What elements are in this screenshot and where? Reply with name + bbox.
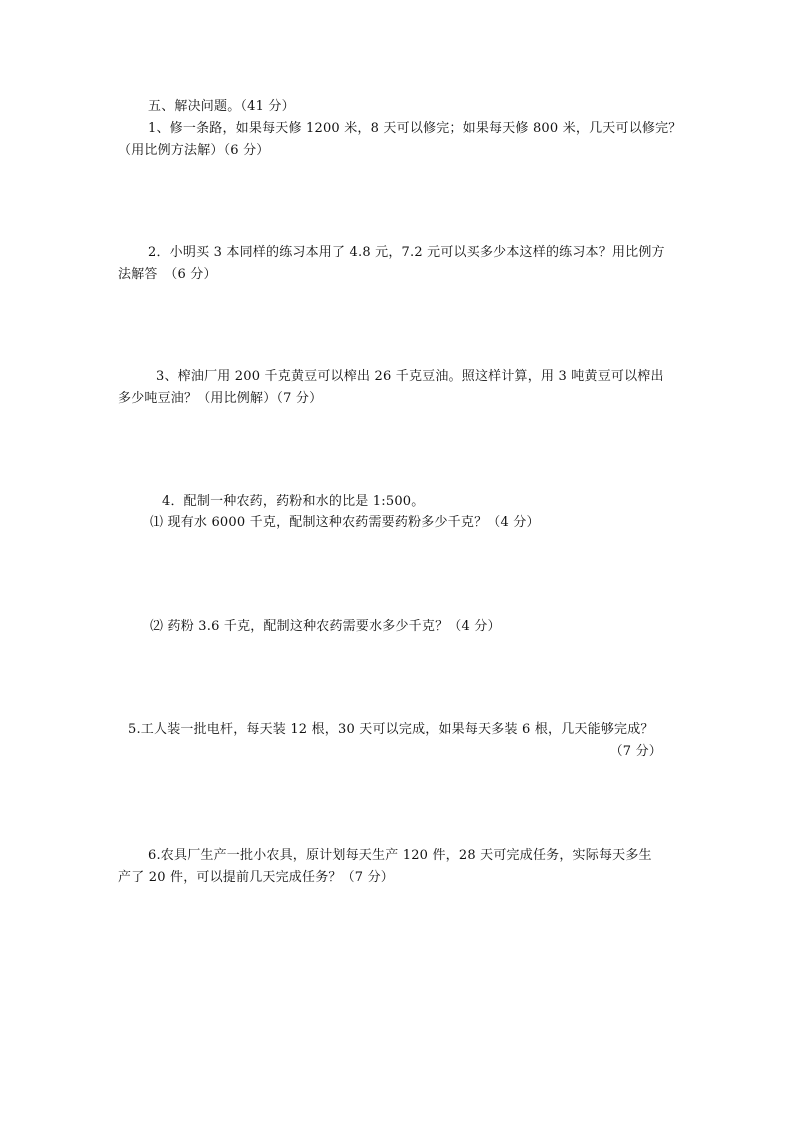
question-2-line-2: 法解答 （6 分） — [118, 267, 217, 282]
question-4-intro: 4．配制一种农药，药粉和水的比是 1:500。 — [162, 494, 425, 509]
question-2-line-1: 2．小明买 3 本同样的练习本用了 4.8 元，7.2 元可以买多少本这样的练习本？用比例方 — [148, 245, 665, 260]
question-5-line-2: （7 分） — [609, 744, 662, 759]
question-5-line-1: 5.工人装一批电杆，每天装 12 根，30 天可以完成，如果每天多装 6 根，几天能够完成？ — [128, 722, 654, 737]
question-3-line-2: 多少吨豆油？（用比例解）（7 分） — [118, 391, 323, 406]
section-title: 五、解决问题。（41 分） — [148, 99, 295, 114]
question-4-sub-2: ⑵ 药粉 3.6 千克，配制这种农药需要水多少千克？（4 分） — [150, 619, 501, 634]
question-4-sub-1: ⑴ 现有水 6000 千克，配制这种农药需要药粉多少千克？（4 分） — [150, 515, 540, 530]
question-1-line-2: （用比例方法解）（6 分） — [118, 143, 270, 158]
question-1-line-1: 1、修一条路，如果每天修 1200 米，8 天可以修完；如果每天修 800 米，几天可以修完？ — [148, 121, 682, 136]
question-6-line-2: 产了 20 件，可以提前几天完成任务？（7 分） — [118, 870, 395, 885]
question-3-line-1: 3、榨油厂用 200 千克黄豆可以榨出 26 千克豆油。照这样计算，用 3 吨黄豆可以榨出 — [156, 369, 664, 384]
question-6-line-1: 6.农具厂生产一批小农具，原计划每天生产 120 件，28 天可完成任务，实际每天多生 — [148, 848, 652, 863]
